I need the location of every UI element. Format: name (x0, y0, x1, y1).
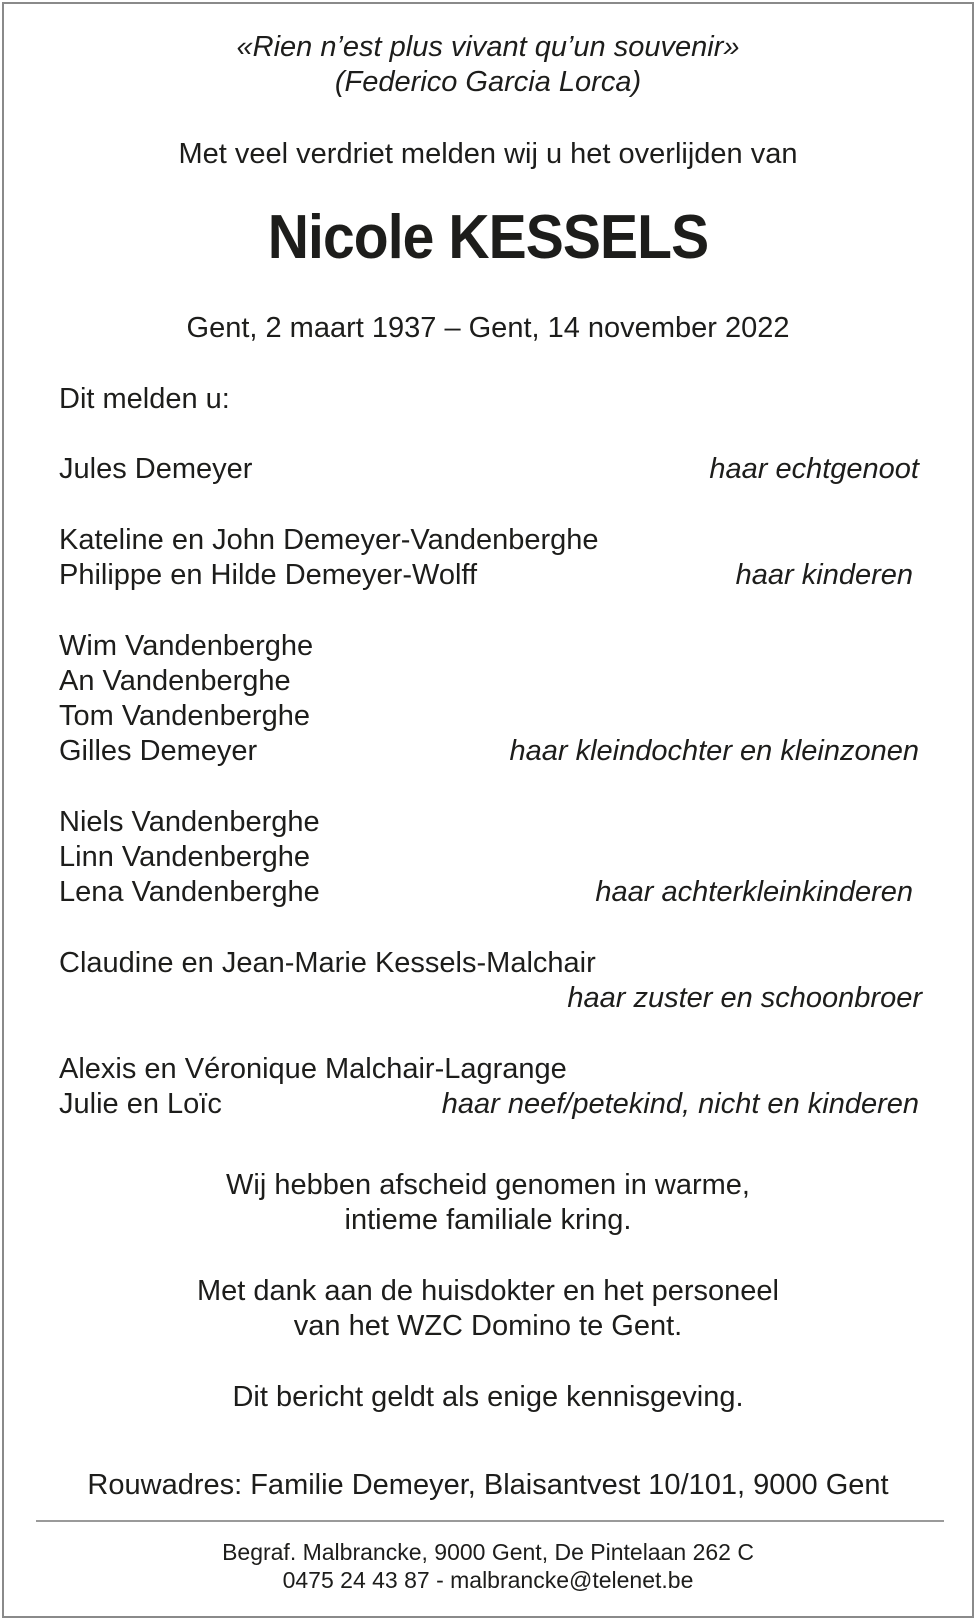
undertaker-info: Begraf. Malbrancke, 9000 Gent, De Pintelaan 262 C (222, 1539, 754, 1565)
family-name: Tom Vandenberghe (59, 700, 310, 732)
family-name: Alexis en Véronique Malchair-Lagrange (59, 1053, 567, 1085)
relation-label: haar neef/petekind, nicht en kinderen (441, 1088, 919, 1120)
relation-label: haar zuster en schoonbroer (567, 982, 922, 1014)
family-name: Gilles Demeyer (59, 735, 258, 767)
family-name: Philippe en Hilde Demeyer-Wolff (59, 559, 478, 591)
family-name: Linn Vandenberghe (59, 841, 311, 873)
family-name: Wim Vandenberghe (59, 630, 314, 662)
family-name: An Vandenberghe (59, 665, 291, 697)
family-name: Kateline en John Demeyer-Vandenberghe (59, 524, 599, 556)
relation-label: haar achterkleinkinderen (595, 876, 913, 908)
relation-label: haar kinderen (735, 559, 913, 591)
family-name: Jules Demeyer (59, 453, 253, 485)
birth-death-dates: Gent, 2 maart 1937 – Gent, 14 november 2022 (186, 312, 790, 344)
farewell-line-1: Wij hebben afscheid genomen in warme, (226, 1169, 750, 1201)
deceased-name: Nicole KESSELS (267, 203, 709, 272)
family-name: Julie en Loïc (59, 1088, 222, 1120)
quote-line-2: (Federico Garcia Lorca) (334, 66, 642, 98)
family-name: Claudine en Jean-Marie Kessels-Malchair (59, 947, 596, 979)
mourning-address: Rouwadres: Familie Demeyer, Blaisantvest 10/101, 9000 Gent (87, 1469, 889, 1501)
intro-text: Met veel verdriet melden wij u het overlijden van (178, 138, 798, 170)
relation-label: haar kleindochter en kleinzonen (509, 735, 919, 767)
announce-label: Dit melden u: (59, 383, 230, 415)
relation-label: haar echtgenoot (709, 453, 919, 485)
undertaker-contact: 0475 24 43 87 - malbrancke@telenet.be (282, 1567, 694, 1593)
quote-line-1: «Rien n’est plus vivant qu’un souvenir» (236, 31, 740, 63)
thanks-line-2: van het WZC Domino te Gent. (293, 1310, 683, 1342)
notice-text: Dit bericht geldt als enige kennisgeving. (232, 1381, 744, 1413)
divider (36, 1520, 944, 1522)
thanks-line-1: Met dank aan de huisdokter en het personeel (196, 1275, 779, 1307)
family-name: Lena Vandenberghe (59, 876, 320, 908)
family-name: Niels Vandenberghe (59, 806, 320, 838)
farewell-line-2: intieme familiale kring. (344, 1204, 632, 1236)
